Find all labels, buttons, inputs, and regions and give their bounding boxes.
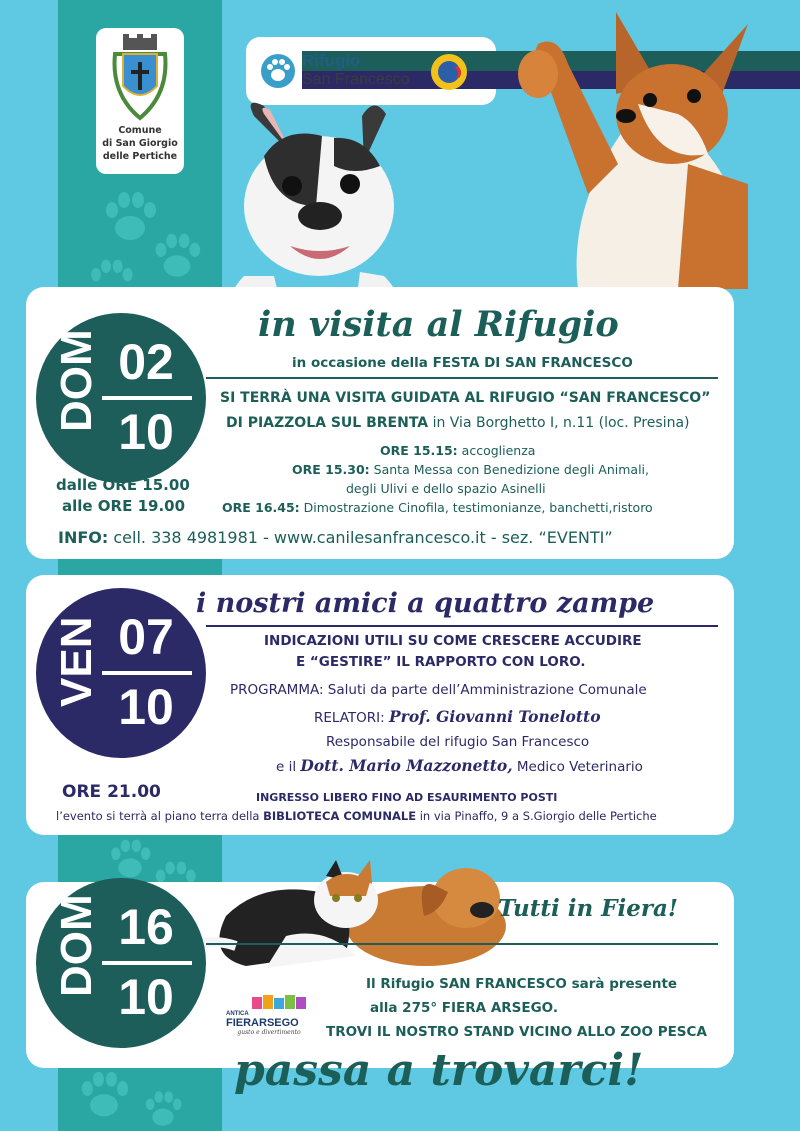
event1-schedule-item: [292, 462, 649, 477]
event2-date-bottom: 10: [118, 679, 174, 735]
comune-line: Comune: [118, 125, 162, 136]
event2-programma: PROGRAMMA: Saluti da parte dell’Amministrazione Comunale: [230, 682, 647, 698]
event3-rule: [206, 943, 718, 945]
location-post: in via Pinaffo, 9 a S.Giorgio delle Pertiche: [416, 809, 657, 823]
relatore2-name: Dott. Mario Mazzonetto,: [300, 756, 513, 775]
paw-icon: [140, 1090, 186, 1130]
event1-hours-line2: alle ORE 19.00: [62, 497, 186, 515]
crest-icon: [109, 34, 171, 122]
schedule-text: Santa Messa con Benedizione degli Animali,: [369, 462, 649, 477]
event3-date-badge: [36, 878, 206, 1048]
location-bold: BIBLIOTECA COMUNALE: [263, 809, 417, 823]
event2-line2: E “GESTIRE” IL RAPPORTO CON LORO.: [296, 654, 586, 670]
event1-title: in visita al Rifugio: [258, 304, 619, 345]
paw-icon: [86, 258, 136, 288]
info-label: INFO:: [58, 528, 109, 547]
location-pre: l’evento si terrà al piano terra della: [56, 809, 264, 823]
schedule-text: Dimostrazione Cinofila, testimonianze, banchetti,ristoro: [299, 500, 653, 515]
fiera-logo-line3: gusto e divertimento: [237, 1029, 301, 1036]
event1-location-rest: in Via Borghetto I, n.11 (loc. Presina): [428, 415, 690, 431]
schedule-time: ORE 15.30:: [292, 462, 370, 477]
event1-subtitle: in occasione della FESTA DI SAN FRANCESCO: [292, 355, 633, 371]
event1-visit-line1: SI TERRÀ UNA VISITA GUIDATA AL RIFUGIO “SAN FRANCESCO”: [220, 390, 711, 406]
paw-logo-icon: [260, 53, 296, 89]
comune-line: di San Giorgio: [102, 138, 178, 149]
rifugio-name-line2: San Francesco: [302, 71, 800, 89]
event3-date-bottom: 10: [118, 969, 174, 1025]
event3-day: DOM: [52, 894, 101, 997]
paw-icon: [150, 232, 204, 282]
event1-schedule-item: [346, 481, 546, 496]
event1-date-bottom: 10: [118, 404, 174, 460]
rifugio-name-line1: Rifugio: [302, 51, 800, 71]
event2-ingresso: INGRESSO LIBERO FINO AD ESAURIMENTO POSTI: [256, 791, 558, 804]
fiera-logo-line2: FIERARSEGO: [226, 1017, 299, 1029]
fiera-logo-line1: ANTICA: [226, 1011, 249, 1017]
event2-date-badge: [36, 588, 206, 758]
event1-location-bold: DI PIAZZOLA SUL BRENTA: [226, 415, 429, 431]
event2-relatori: [314, 707, 601, 726]
schedule-time: ORE 16.45:: [222, 500, 300, 515]
event1-date-top: 02: [118, 334, 174, 390]
event3-date-top: 16: [118, 899, 174, 955]
event1-schedule-item: [222, 500, 653, 515]
event3-line3: TROVI IL NOSTRO STAND VICINO ALLO ZOO PESCA: [326, 1024, 707, 1040]
event3-line2: alla 275° FIERA ARSEGO.: [370, 1000, 558, 1016]
schedule-time: ORE 15.15:: [380, 443, 458, 458]
comune-line: delle Pertiche: [102, 151, 178, 162]
event2-day: VEN: [52, 616, 101, 707]
event3-line1: Il Rifugio SAN FRANCESCO sarà presente: [366, 976, 678, 992]
event1-visit-line2: [226, 415, 690, 431]
event1-hours-line1: dalle ORE 15.00: [56, 476, 190, 494]
fiera-arsego-logo: [226, 995, 312, 1036]
info-text: cell. 338 4981981 - www.canilesanfrancesco.it - sez. “EVENTI”: [108, 528, 613, 547]
basenji-image: [508, 4, 758, 293]
fiera-colors-icon: [252, 995, 312, 1011]
comune-logo: [96, 28, 184, 174]
relatori-label: RELATORI:: [314, 710, 390, 726]
schedule-text: accoglienza: [457, 443, 536, 458]
cat-and-dog-image: [186, 856, 506, 980]
relatore2-pre: e il: [276, 759, 301, 775]
event2-location: [56, 809, 657, 823]
event2-date-top: 07: [118, 609, 174, 665]
closing-headline: passa a trovarci!: [234, 1045, 644, 1096]
event1-info: [58, 528, 613, 547]
event1-schedule-item: [380, 443, 535, 458]
event2-relatore1-role: Responsabile del rifugio San Francesco: [326, 734, 590, 750]
event1-day: DOM: [52, 329, 101, 432]
event1-date-divider: [102, 396, 192, 400]
badge-icon: [430, 53, 468, 91]
paw-icon: [76, 1070, 132, 1122]
relatore1-name: Prof. Giovanni Tonelotto: [389, 707, 601, 726]
event3-date-divider: [102, 961, 192, 965]
event2-time: ORE 21.00: [62, 782, 161, 802]
event2-title: i nostri amici a quattro zampe: [196, 588, 655, 619]
event1-date-badge: [36, 313, 206, 483]
event2-relatore2: [276, 756, 643, 775]
schedule-text: degli Ulivi e dello spazio Asinelli: [346, 481, 546, 496]
event3-title: Tutti in Fiera!: [498, 895, 679, 922]
event2-date-divider: [102, 671, 192, 675]
event1-rule: [206, 377, 718, 379]
event2-line1: INDICAZIONI UTILI SU COME CRESCERE ACCUDIRE: [264, 633, 642, 649]
relatore2-role: Medico Veterinario: [512, 759, 643, 775]
rifugio-logo: [246, 37, 496, 105]
event2-rule: [206, 625, 718, 627]
